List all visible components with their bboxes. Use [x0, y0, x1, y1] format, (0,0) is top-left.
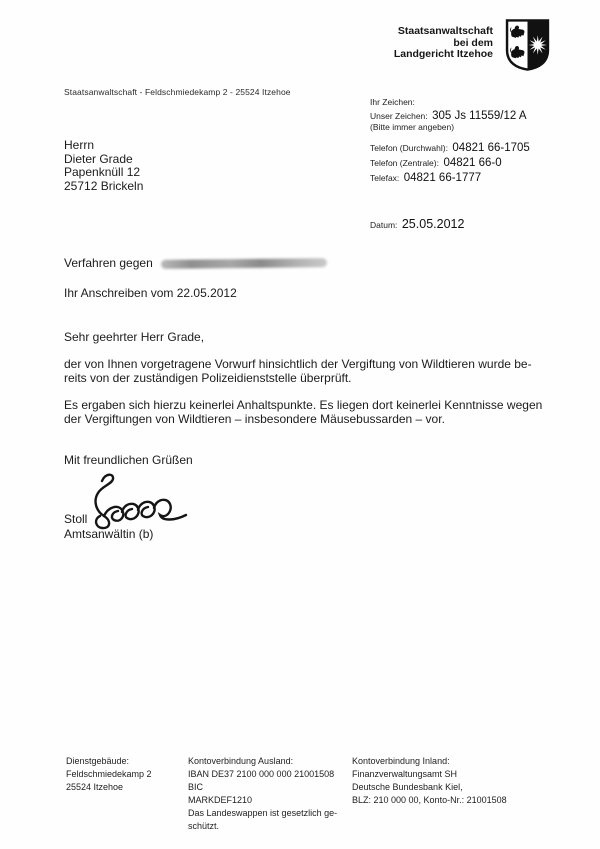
- footer-office-building: [66, 755, 184, 794]
- body-paragraph-2: [64, 399, 542, 427]
- signer-name: Stoll: [64, 512, 88, 526]
- letterhead-line-2: bei dem: [453, 36, 493, 49]
- letterhead-office-name: [394, 26, 493, 61]
- recipient-name: Dieter Grade: [64, 151, 133, 166]
- case-prefix: Verfahren gegen: [64, 256, 153, 270]
- schleswig-holstein-crest-icon: [505, 18, 550, 72]
- date-label: Datum:: [370, 220, 398, 230]
- body-paragraph-1: [64, 358, 532, 386]
- phone-direct-value: 04821 66-1705: [452, 142, 530, 154]
- recipient-city: 25712 Brickeln: [64, 178, 144, 193]
- footer-col1-line-3: 25524 Itzehoe: [66, 782, 124, 792]
- ihr-zeichen-label: Ihr Zeichen:: [370, 97, 415, 107]
- recipient-address: [64, 139, 143, 193]
- phone-central-label: Telefon (Zentrale):: [370, 158, 439, 168]
- sender-return-address: Staatsanwaltschaft - Feldschmiedekamp 2 - 25524 Itzehoe: [64, 87, 291, 97]
- footer-col3-line-1: Kontoverbindung Inland:: [352, 756, 450, 766]
- reference-note: (Bitte immer angeben): [370, 122, 455, 132]
- contact-block: [370, 140, 530, 185]
- footer-bank-foreign: [188, 755, 351, 833]
- footer-col1-line-2: Feldschmiedekamp 2: [66, 769, 152, 779]
- telefax-value: 04821 66-1777: [403, 172, 482, 184]
- footer-col3-line-4: BLZ: 210 000 00, Konto-Nr.: 21001508: [352, 795, 507, 805]
- closing-formula: Mit freundlichen Grüßen: [64, 453, 193, 467]
- recipient-street: Papenknüll 12: [64, 165, 141, 179]
- footer-col2-line-3: MARKDEF1210: [188, 795, 253, 805]
- paragraph-1-line-1: der von Ihnen vorgetragene Vorwurf hinsichtlich der Vergiftung von Wildtieren wurde be-: [64, 357, 532, 371]
- date-value: 25.05.2012: [401, 217, 465, 231]
- footer-col2-line-5: schützt.: [188, 821, 220, 831]
- date-block: [370, 215, 464, 233]
- paragraph-2-line-2: der Vergiftungen von Wildtieren – insbesondere Mäusebussarden – vor.: [64, 411, 445, 426]
- recipient-salutation: Herrn: [64, 138, 95, 152]
- redaction-smudge: [161, 258, 327, 269]
- footer-col2-line-2: IBAN DE37 2100 000 000 21001508 BIC: [188, 769, 335, 792]
- telefax-label: Telefax:: [370, 173, 400, 183]
- case-subject-line: [64, 256, 327, 270]
- reference-block: [370, 97, 527, 134]
- footer-col2-line-4: Das Landeswappen ist gesetzlich ge-: [188, 808, 338, 818]
- unser-zeichen-label: Unser Zeichen:: [370, 110, 428, 121]
- paragraph-1-line-2: reits von der zuständigen Polizeidienststelle überprüft.: [64, 370, 352, 385]
- paragraph-2-line-1: Es ergaben sich hierzu keinerlei Anhaltspunkte. Es liegen dort keinerlei Kenntnisse wegen: [64, 398, 543, 412]
- signature-scribble: [74, 471, 196, 533]
- phone-direct-label: Telefon (Durchwahl):: [370, 143, 448, 153]
- salutation: Sehr geehrter Herr Grade,: [64, 330, 205, 344]
- footer-bank-domestic: [352, 755, 562, 807]
- unser-zeichen-value: 305 Js 11559/12 A: [432, 109, 527, 122]
- letterhead-line-3: Landgericht Itzehoe: [393, 48, 493, 60]
- signer-title: Amtsanwältin (b): [64, 527, 154, 541]
- letterhead-line-1: Staatsanwaltschaft: [397, 25, 493, 37]
- footer-col1-line-1: Dienstgebäude:: [66, 756, 130, 766]
- footer-col3-line-3: Deutsche Bundesbank Kiel,: [352, 782, 463, 792]
- phone-central-value: 04821 66-0: [443, 157, 502, 169]
- footer-col3-line-2: Finanzverwaltungsamt SH: [352, 769, 458, 779]
- correspondence-reference-line: Ihr Anschreiben vom 22.05.2012: [64, 286, 237, 300]
- footer-col2-line-1: Kontoverbindung Ausland:: [188, 756, 294, 766]
